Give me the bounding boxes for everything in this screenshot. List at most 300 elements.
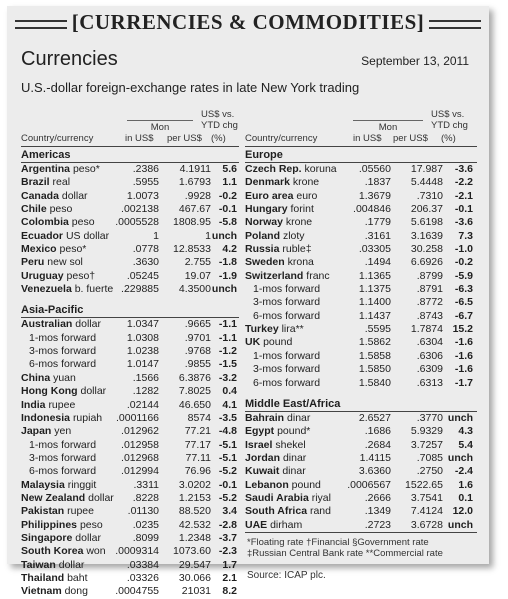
ytd-change-cell: -5.9: [454, 269, 473, 282]
table-row: [245, 270, 477, 283]
country-currency-cell: [245, 203, 314, 216]
country-currency-cell: [21, 532, 101, 545]
in-usd-cell: .8228: [132, 491, 159, 504]
in-usd-cell: .0235: [132, 518, 159, 531]
footnote-2: ‡Russian Central Bank rate **Commercial rate: [247, 547, 443, 559]
in-usd-cell: 1.3679: [358, 189, 391, 202]
ytd-change-cell: -2.2: [454, 176, 473, 189]
country-currency-cell: [21, 230, 109, 243]
per-usd-cell: 1.6793: [178, 176, 211, 189]
ytd-change-cell: 3.4: [222, 505, 237, 518]
newspaper-clipping: [7, 6, 489, 598]
country-currency-cell: [245, 216, 312, 229]
in-usd-cell: .1779: [364, 216, 391, 229]
table-row: [21, 452, 239, 465]
ytd-change-cell: -5.1: [218, 438, 237, 451]
per-usd-cell: 3.7257: [410, 438, 443, 451]
currency-name: krone: [292, 176, 320, 189]
currency-name: 3-mos forward: [29, 345, 97, 358]
country-name: Singapore: [21, 531, 73, 544]
country-currency-cell: [253, 377, 320, 390]
country-currency-cell: [245, 452, 306, 465]
country-currency-cell: [29, 439, 96, 452]
ytd-change-cell: -0.2: [454, 256, 473, 269]
country-currency-cell: [21, 385, 106, 398]
country-currency-cell: [21, 256, 83, 269]
in-usd-cell: .0001166: [115, 411, 159, 424]
ytd-change-cell: -5.2: [218, 491, 237, 504]
per-usd-cell: 3.0202: [178, 478, 211, 491]
ytd-change-cell: 1.1: [222, 176, 237, 189]
in-usd-cell: .1282: [132, 385, 159, 398]
region-header: Asia-Pacific: [21, 302, 239, 318]
table-row: [21, 492, 239, 505]
currency-name: rand: [309, 505, 331, 518]
currency-name: peso*: [59, 243, 87, 256]
ytd-change-cell: 5.6: [222, 163, 237, 175]
in-usd-cell: 1.0347: [126, 318, 159, 331]
in-usd-cell: .2684: [364, 438, 391, 451]
currency-name: pound: [291, 478, 321, 491]
ytd-change-cell: -0.1: [218, 203, 237, 216]
currency-name: 1-mos forward: [29, 438, 97, 451]
currency-name: lira**: [281, 323, 304, 336]
per-usd-cell: 467.67: [178, 203, 211, 216]
banner: [7, 10, 489, 40]
country-currency-cell: [253, 350, 320, 363]
country-currency-cell: [21, 176, 70, 189]
country-name: Australian: [21, 318, 73, 331]
table-row: [21, 216, 239, 229]
country-name: Malaysia: [21, 478, 65, 491]
country-currency-cell: [245, 519, 302, 532]
country-name: Mexico: [21, 243, 57, 256]
currency-name: shekel: [275, 438, 306, 451]
table-row: [21, 385, 239, 398]
currency-name: krona: [287, 256, 314, 269]
country-currency-cell: [245, 439, 306, 452]
ytd-change-cell: -3.7: [218, 531, 237, 544]
ytd-change-cell: -3.6: [454, 163, 473, 175]
in-usd-cell: .1837: [364, 176, 391, 189]
country-currency-cell: [21, 559, 84, 572]
in-usd-cell: .1566: [132, 371, 159, 384]
in-usd-cell: 1.1365: [358, 269, 391, 282]
currency-name: 6-mos forward: [29, 358, 97, 371]
source-note: Source: ICAP plc.: [247, 569, 326, 581]
country-name: Venezuela: [21, 283, 72, 296]
in-usd-cell: .0006567: [347, 478, 391, 491]
ytd-change-cell: 15.2: [452, 323, 473, 336]
in-usd-cell: .012994: [121, 465, 159, 478]
ytd-change-cell: unch: [211, 229, 237, 242]
in-usd-cell: .012968: [121, 451, 159, 464]
country-currency-cell: [245, 323, 304, 336]
ytd-header-line1: US$ vs.: [201, 109, 235, 120]
in-usd-cell: .0004755: [115, 585, 159, 598]
ytd-change-cell: -2.4: [454, 465, 473, 478]
table-row: [245, 230, 477, 243]
ytd-change-cell: -3.6: [454, 216, 473, 229]
in-usd-cell: .002138: [121, 203, 159, 216]
currency-name: dollar: [88, 491, 114, 504]
country-currency-cell: [245, 256, 314, 269]
country-currency-cell: [245, 425, 310, 438]
table-row: [21, 283, 239, 296]
country-currency-cell: [253, 283, 320, 296]
country-name: Philippines: [21, 518, 78, 531]
currency-name: 1-mos forward: [253, 349, 321, 362]
in-usd-cell: 1.0308: [126, 331, 159, 344]
in-usd-cell: 3.6360: [358, 465, 391, 478]
in-usd-cell: 2.6527: [358, 411, 391, 424]
in-usd-cell: 1.5840: [358, 376, 391, 389]
per-usd-cell: .9665: [184, 318, 211, 331]
section-title: Currencies: [21, 48, 118, 70]
currency-name: krone: [285, 216, 313, 229]
country-currency-cell: [21, 585, 88, 598]
ytd-change-cell: -6.7: [454, 309, 473, 322]
per-usd-cell: .6313: [416, 376, 443, 389]
currency-name: riyal: [311, 491, 331, 504]
country-currency-cell: [29, 358, 96, 371]
table-row: [21, 358, 239, 371]
ytd-change-cell: -5.8: [218, 216, 237, 229]
per-usd-cell: .7310: [416, 189, 443, 202]
per-usd-cell: 3.1639: [410, 229, 443, 242]
per-usd-cell: 77.17: [184, 438, 211, 451]
in-usd-cell: 1.0238: [126, 345, 159, 358]
ytd-change-cell: -1.6: [454, 336, 473, 349]
country-currency-cell: [21, 270, 95, 283]
table-row: [245, 519, 477, 532]
ytd-change-cell: 12.0: [452, 505, 473, 518]
in-usd-cell: .1686: [364, 425, 391, 438]
currency-name: yuan: [53, 371, 76, 384]
country-currency-cell: [245, 190, 317, 203]
ytd-change-cell: 4.1: [222, 398, 237, 411]
ytd-change-cell: 1.6: [458, 478, 473, 491]
table-row: [245, 425, 477, 438]
per-usd-cell: 30.258: [410, 243, 443, 256]
in-usd-cell: .2386: [132, 163, 159, 175]
country-currency-cell: [21, 190, 88, 203]
per-usd-cell: .8791: [416, 283, 443, 296]
country-currency-cell: [21, 318, 101, 331]
per-usd-cell: 6.3876: [178, 371, 211, 384]
currency-name: dirham: [270, 518, 303, 531]
country-currency-cell: [245, 505, 331, 518]
country-name: Brazil: [21, 176, 50, 189]
currency-name: ruble‡: [282, 243, 312, 256]
in-usd-cell: .3161: [364, 229, 391, 242]
per-usd-cell: 42.532: [178, 518, 211, 531]
currency-name: dinar: [282, 451, 307, 464]
in-usd-cell: 1.5858: [358, 349, 391, 362]
in-usd-cell: 1.1375: [358, 283, 391, 296]
per-usd-cell: 30.066: [178, 571, 211, 584]
table-row: [245, 323, 477, 336]
in-usd-cell: .05560: [358, 163, 391, 175]
table-row: [21, 425, 239, 438]
table-row: [21, 243, 239, 256]
country-currency-cell: [245, 479, 321, 492]
ytd-change-cell: -1.2: [218, 345, 237, 358]
country-name: Chile: [21, 203, 47, 216]
ytd-change-cell: 8.2: [222, 585, 237, 598]
ytd-header-line2: YTD chg: [431, 120, 468, 131]
country-name: Hungary: [245, 203, 288, 216]
currency-name: euro: [296, 189, 318, 202]
in-usd-cell: .03305: [358, 243, 391, 256]
country-name: UK: [245, 336, 261, 349]
per-usd-cell: 2.755: [184, 256, 211, 269]
country-name: Turkey: [245, 323, 279, 336]
in-usd-cell: 1.1437: [358, 309, 391, 322]
in-usd-cell: .0778: [132, 243, 159, 256]
country-currency-cell: [21, 479, 96, 492]
ytd-change-cell: 0.4: [222, 385, 237, 398]
currency-name: pound: [263, 336, 293, 349]
ytd-change-cell: 4.3: [458, 425, 473, 438]
currency-name: zloty: [282, 229, 305, 242]
per-usd-cell: 1: [205, 229, 211, 242]
currency-name: peso*: [72, 163, 100, 175]
country-name: Argentina: [21, 163, 71, 175]
table-row: [245, 336, 477, 349]
table-row: [245, 216, 477, 229]
table-row: [245, 190, 477, 203]
ytd-change-cell: -2.8: [218, 518, 237, 531]
currency-name: peso: [71, 216, 95, 229]
table-row: [21, 585, 239, 598]
country-name: Denmark: [245, 176, 290, 189]
per-usd-cell: 6.6926: [410, 256, 443, 269]
per-usd-cell: 5.6198: [410, 216, 443, 229]
country-name: Lebanon: [245, 478, 289, 491]
country-name: Czech Rep.: [245, 163, 302, 175]
country-name: Taiwan: [21, 558, 56, 571]
ytd-change-cell: -0.2: [218, 189, 237, 202]
ytd-change-cell: -0.1: [218, 478, 237, 491]
table-row: [245, 452, 477, 465]
per-usd-cell: 12.8533: [173, 243, 211, 256]
currency-name: 6-mos forward: [29, 465, 97, 478]
country-name: South Korea: [21, 545, 84, 558]
in-usd-cell: .229885: [121, 283, 159, 296]
country-name: Indonesia: [21, 411, 71, 424]
table-row: [21, 176, 239, 189]
per-usd-cell: .6306: [416, 349, 443, 362]
in-usd-header: in US$: [353, 133, 382, 144]
country-name: Russia: [245, 243, 280, 256]
ytd-change-cell: -6.3: [454, 283, 473, 296]
table-row: [21, 203, 239, 216]
currency-name: dinar: [287, 411, 311, 424]
country-name: UAE: [245, 518, 268, 531]
per-usd-cell: .9701: [184, 331, 211, 344]
table-row: [245, 256, 477, 269]
ytd-change-cell: -5.1: [218, 451, 237, 464]
currency-name: 3-mos forward: [253, 296, 321, 309]
ytd-change-cell: -1.7: [454, 376, 473, 389]
mon-header: Mon: [353, 120, 423, 134]
in-usd-cell: .3311: [133, 478, 159, 491]
currency-name: 1-mos forward: [29, 331, 97, 344]
ytd-change-cell: unch: [447, 518, 473, 531]
country-name: Ecuador: [21, 229, 64, 242]
in-usd-cell: 1.0073: [126, 189, 159, 202]
currency-name: yen: [54, 425, 72, 438]
per-usd-cell: 29.547: [178, 558, 211, 571]
table-row: [21, 559, 239, 572]
per-usd-cell: 46.650: [178, 398, 211, 411]
country-name: India: [21, 398, 46, 411]
banner-title: [CURRENCIES & COMMODITIES]: [71, 10, 425, 34]
table-row: [245, 363, 477, 376]
in-usd-cell: .012962: [121, 425, 159, 438]
per-usd-cell: .3770: [416, 411, 443, 424]
table-row: [21, 412, 239, 425]
ytd-change-cell: unch: [211, 283, 237, 296]
in-usd-cell: .8099: [132, 531, 159, 544]
table-row: [21, 465, 239, 478]
per-usd-cell: 77.21: [184, 425, 211, 438]
table-row: [245, 350, 477, 363]
country-name: Saudi Arabia: [245, 491, 309, 504]
per-usd-cell: 1808.95: [173, 216, 211, 229]
country-name: China: [21, 371, 51, 384]
region-header: Europe: [245, 147, 477, 163]
ytd-change-cell: -1.9: [218, 269, 237, 282]
table-row: [21, 545, 239, 558]
left-table: [21, 106, 239, 599]
currency-name: peso: [79, 518, 103, 531]
in-usd-cell: 1.0147: [126, 358, 159, 371]
table-row: [245, 296, 477, 309]
in-usd-cell: .02144: [126, 398, 159, 411]
ytd-change-cell: unch: [447, 451, 473, 464]
currency-name: franc: [306, 269, 330, 282]
table-row: [21, 230, 239, 243]
per-usd-cell: 3.6728: [410, 518, 443, 531]
country-currency-cell: [245, 336, 292, 349]
country-name: South Africa: [245, 505, 308, 518]
table-row: [245, 492, 477, 505]
per-usd-cell: .6309: [416, 363, 443, 376]
country-currency-cell: [21, 572, 88, 585]
country-name: Bahrain: [245, 411, 285, 424]
currency-name: b. fuerte: [74, 283, 114, 296]
country-name: Colombia: [21, 216, 69, 229]
per-usd-cell: 4.1911: [179, 163, 211, 175]
right-table: [245, 106, 477, 582]
ytd-change-cell: 7.3: [458, 229, 473, 242]
country-currency-cell: [245, 230, 305, 243]
country-currency-cell: [21, 203, 72, 216]
table-row: [245, 176, 477, 189]
ytd-change-cell: 0.1: [458, 491, 473, 504]
country-currency-cell: [245, 465, 306, 478]
table-row: [245, 412, 477, 425]
country-currency-cell: [21, 399, 75, 412]
in-usd-cell: .03384: [126, 558, 159, 571]
per-usd-cell: 76.96: [184, 465, 211, 478]
ytd-header-line3: (%): [211, 133, 226, 144]
country-name: Jordan: [245, 451, 281, 464]
country-name: Vietnam: [21, 585, 62, 598]
country-name: Thailand: [21, 571, 65, 584]
ytd-change-cell: -1.6: [454, 349, 473, 362]
table-row: [245, 465, 477, 478]
currency-name: 6-mos forward: [253, 376, 321, 389]
per-usd-cell: .8743: [416, 309, 443, 322]
country-currency-cell: [21, 163, 100, 176]
currency-name: rupee: [67, 505, 94, 518]
ytd-change-cell: -1.8: [218, 256, 237, 269]
ytd-change-cell: -6.5: [454, 296, 473, 309]
in-usd-cell: .5595: [364, 323, 391, 336]
in-usd-cell: .03326: [126, 571, 159, 584]
country-header: Country/currency: [245, 133, 318, 144]
in-usd-cell: 1: [153, 229, 159, 242]
country-currency-cell: [29, 332, 96, 345]
table-row: [245, 203, 477, 216]
per-usd-cell: .9768: [184, 345, 211, 358]
ytd-change-cell: -3.5: [218, 411, 237, 424]
ytd-change-cell: -1.1: [218, 331, 237, 344]
currency-name: dollar: [61, 189, 88, 202]
table-row: [21, 372, 239, 385]
table-row: [245, 505, 477, 518]
ytd-change-cell: -4.8: [218, 425, 237, 438]
ytd-change-cell: unch: [447, 411, 473, 424]
per-usd-cell: 1.2348: [178, 531, 211, 544]
ytd-change-cell: 2.1: [222, 571, 237, 584]
ytd-change-cell: -1.5: [218, 358, 237, 371]
currency-name: 1-mos forward: [253, 283, 321, 296]
per-usd-cell: .9928: [184, 189, 211, 202]
left-table-body: [21, 147, 239, 599]
country-currency-cell: [21, 216, 95, 229]
per-usd-cell: 77.11: [185, 451, 211, 464]
country-currency-cell: [21, 412, 102, 425]
currency-name: ringgit: [67, 478, 97, 491]
per-usd-cell: 8574: [187, 411, 211, 424]
country-currency-cell: [245, 176, 319, 189]
country-name: Norway: [245, 216, 283, 229]
in-usd-cell: .0005528: [115, 216, 159, 229]
in-usd-cell: .05245: [126, 269, 159, 282]
currency-name: 3-mos forward: [29, 451, 97, 464]
in-usd-cell: 1.1400: [358, 296, 391, 309]
currency-name: new sol: [47, 256, 83, 269]
country-name: Peru: [21, 256, 45, 269]
per-usd-cell: 3.7541: [410, 491, 443, 504]
in-usd-cell: .004846: [353, 203, 391, 216]
currency-name: koruna: [304, 163, 337, 175]
per-usd-cell: 1522.65: [405, 478, 443, 491]
table-row: [245, 243, 477, 256]
table-row: [21, 190, 239, 203]
per-usd-cell: .8772: [416, 296, 443, 309]
country-name: Israel: [245, 438, 273, 451]
ytd-change-cell: 1.7: [222, 558, 237, 571]
per-usd-cell: .7085: [416, 451, 443, 464]
table-row: [21, 399, 239, 412]
ytd-change-cell: -3.2: [218, 371, 237, 384]
in-usd-cell: .3630: [132, 256, 159, 269]
